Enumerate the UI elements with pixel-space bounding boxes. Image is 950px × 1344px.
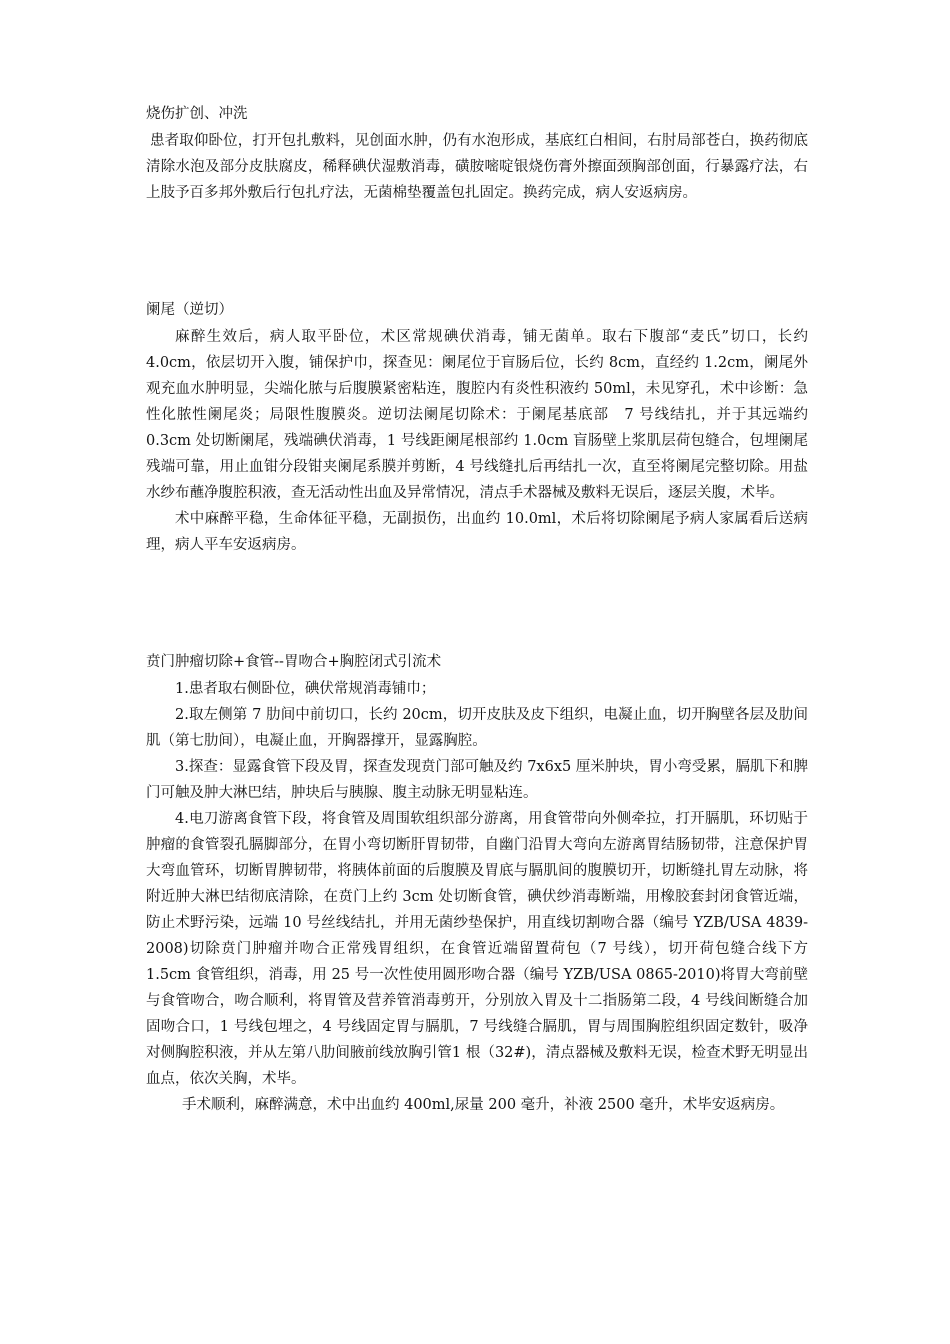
section-title: 阑尾（逆切） [146,302,233,318]
paragraph: 手术顺利，麻醉满意，术中出血约 400ml,尿量 200 毫升，补液 2500 毫升，术毕安返病房。 [182,1097,785,1113]
paragraph: 2.取左侧第 7 肋间中前切口，长约 20cm，切开皮肤及皮下组织，电凝止血，切开胸壁各层及肋间肌（第七肋间），电凝止血，开胸器撑开，显露胸腔。 [146,707,808,749]
section-title: 烧伤扩创、冲洗 [146,106,248,122]
paragraph: 4.电刀游离食管下段，将食管及周围软组织部分游离，用食管带向外侧牵拉，打开膈肌，环切贴于肿瘤的食管裂孔膈脚部分，在胃小弯切断肝胃韧带，自幽门沿胃大弯向左游离胃结肠韧带，注意保护胃大弯血管环，切断胃脾韧带，将胰体前面的后腹膜及胃底与膈肌间的腹膜切开，切断缝扎胃左动脉，将附近肿大淋巴结彻底清除，在贲门上约 3cm 处切断食管，碘伏纱消毒断端，用橡胶套封闭食管近端，防止术野污染，远端 10 号丝线结扎，并用无菌纱垫保护，用直线切割吻合器（编号 YZB/USA 4839-2008)切除贲门肿瘤并吻合正常残胃组织，在食管近端留置荷包（7 号线），切开荷包缝合线下方 1.5cm 食管组织，消毒，用 25 号一次性使用圆形吻合器（编号 YZB/USA 0865-2010)将胃大弯前壁与食管吻合，吻合顺利，将胃管及营养管消毒剪开，分别放入胃及十二指肠第二段，4 号线间断缝合加固吻合口，1 号线包埋之，4 号线固定胃与膈肌，7 号线缝合膈肌，胃与周围胸腔组织固定数针，吸净对侧胸腔积液，并从左第八肋间腋前线放胸引管1 根（32#)，清点器械及敷料无误，检查术野无明显出血点，依次关胸，术毕。 [146,811,808,1087]
section-cardia-tumor-resection [146,648,808,1118]
paragraph: 患者取仰卧位，打开包扎敷料，见创面水肿，仍有水泡形成，基底红白相间，右肘局部苍白，换药彻底清除水泡及部分皮肤腐皮，稀释碘伏湿敷消毒，磺胺嘧啶银烧伤膏外擦面颈胸部创面，行暴露疗法，右上肢予百多邦外敷后行包扎疗法，无菌棉垫覆盖包扎固定。换药完成，病人安返病房。 [146,133,808,201]
paragraph: 3.探查：显露食管下段及胃，探查发现贲门部可触及约 7x6x5 厘米肿块，胃小弯受累，膈肌下和脾门可触及肿大淋巴结，肿块后与胰腺、腹主动脉无明显粘连。 [146,759,808,801]
section-appendectomy [146,296,808,558]
paragraph: 1.患者取右侧卧位，碘伏常规消毒铺巾； [175,681,436,697]
section-title: 贲门肿瘤切除+食管--胃吻合+胸腔闭式引流术 [146,654,442,670]
paragraph: 麻醉生效后，病人取平卧位，术区常规碘伏消毒，铺无菌单。取右下腹部“麦氏”切口，长约 4.0cm，依层切开入腹，铺保护巾，探查见：阑尾位于盲肠后位，长约 8cm，直经约 1.2cm，阑尾外观充血水肿明显，尖端化脓与后腹膜紧密粘连，腹腔内有炎性积液约 50ml，未见穿孔，术中诊断：急性化脓性阑尾炎；局限性腹膜炎。逆切法阑尾切除术：于阑尾基底部 7 号线结扎，并于其远端约 0.3cm 处切断阑尾，残端碘伏消毒，1 号线距阑尾根部约 1.0cm 盲肠壁上浆肌层荷包缝合，包埋阑尾残端可靠，用止血钳分段钳夹阑尾系膜并剪断，4 号线缝扎后再结扎一次，直至将阑尾完整切除。用盐水纱布蘸净腹腔积液，查无活动性出血及异常情况，清点手术器械及敷料无误后，逐层关腹，术毕。 [146,329,808,501]
section-burn-debridement [146,100,808,206]
paragraph: 术中麻醉平稳，生命体征平稳，无副损伤，出血约 10.0ml，术后将切除阑尾予病人家属看后送病理，病人平车安返病房。 [146,511,808,553]
